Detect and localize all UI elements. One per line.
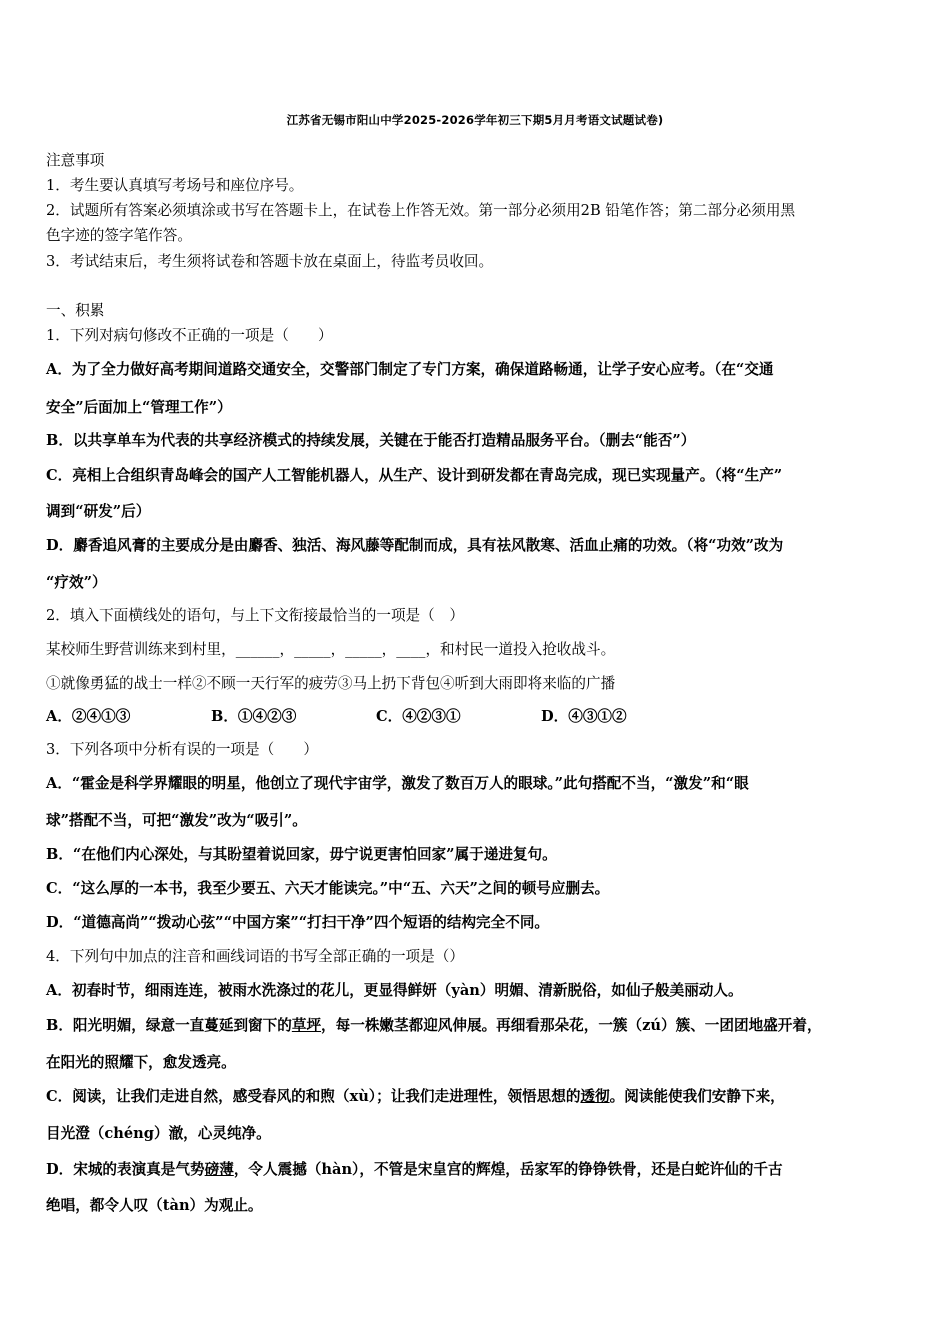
question-1-option-b: B．以共享单车为代表的共享经济模式的持续发展，关键在于能否打造精品服务平台。（删去“能否”） bbox=[46, 432, 696, 449]
question-3-option-a: A．“霍金是科学界耀眼的明星，他创立了现代宇宙学，激发了数百万人的眼球。”此句搭配不当，“激发”和“眼 bbox=[46, 775, 749, 792]
question-2-passage: 某校师生野营训练来到村里，______，_____，_____，____，和村民一道投入抢收战斗。 bbox=[46, 641, 616, 658]
question-4-option-d-cont: 绝唱，都令人叹（tàn）为观止。 bbox=[46, 1197, 263, 1214]
question-4-option-d bbox=[46, 1160, 783, 1180]
underlined-word: 透彻 bbox=[580, 1088, 610, 1105]
question-3-option-c: C．“这么厚的一本书，我至少要五、六天才能读完。”中“五、六天”之间的顿号应删去。 bbox=[46, 880, 610, 897]
text-span: 。阅读能使我们安静下来， bbox=[609, 1088, 785, 1105]
notice-item: 3．考试结束后，考生须将试卷和答题卡放在桌面上，待监考员收回。 bbox=[46, 253, 494, 270]
question-2-option-d: D．④③①② bbox=[541, 708, 627, 725]
question-4-option-c-cont: 目光澄（chéng）澈，心灵纯净。 bbox=[46, 1125, 271, 1142]
section-heading: 一、积累 bbox=[46, 302, 105, 319]
question-4-option-c bbox=[46, 1087, 785, 1107]
notice-item: 1．考生要认真填写考场号和座位序号。 bbox=[46, 177, 304, 194]
question-3-option-b: B．“在他们内心深处，与其盼望着说回家，毋宁说更害怕回家”属于递进复句。 bbox=[46, 846, 557, 863]
question-1-option-d: D．麝香追风膏的主要成分是由麝香、独活、海风藤等配制而成，具有祛风散寒、活血止痛的功效。（将“功效”改为 bbox=[46, 537, 784, 554]
question-2-option-b: B．①④②③ bbox=[211, 708, 297, 725]
text-span: ，每一株嫩茎都迎风伸展。再细看那朵花，一簇（zú）簇、一团团地盛开着， bbox=[321, 1017, 822, 1034]
underlined-word: 草坪 bbox=[291, 1017, 322, 1034]
question-2-choices: ①就像勇猛的战士一样②不顾一天行军的疲劳③马上扔下背包④听到大雨即将来临的广播 bbox=[46, 675, 616, 692]
question-4-option-a: A．初春时节，细雨连连，被雨水洗涤过的花儿，更显得鲜妍（yàn）明媚、清新脱俗，如仙子般美丽动人。 bbox=[46, 982, 743, 999]
text-span: D．宋城的表演真是气势 bbox=[46, 1161, 205, 1178]
question-4-option-b-cont: 在阳光的照耀下，愈发透亮。 bbox=[46, 1054, 236, 1071]
text-span: C．阅读，让我们走进自然，感受春风的和煦（xù）；让我们走进理性，领悟思想的 bbox=[46, 1088, 581, 1105]
question-1-option-a: A．为了全力做好高考期间道路交通安全，交警部门制定了专门方案，确保道路畅通，让学子安心应考。（在“交通 bbox=[46, 361, 774, 378]
question-1-option-c: C．亮相上合组织青岛峰会的国产人工智能机器人，从生产、设计到研发都在青岛完成，现已实现量产。（将“生产” bbox=[46, 467, 783, 484]
question-4-option-b bbox=[46, 1016, 822, 1036]
question-4-stem: 4．下列句中加点的注音和画线词语的书写全部正确的一项是（） bbox=[46, 948, 464, 965]
text-span: ，令人震撼（hàn），不管是宋皇宫的辉煌，岳家军的铮铮铁骨，还是白蛇许仙的千古 bbox=[233, 1161, 783, 1178]
question-1-option-a-cont: 安全”后面加上“管理工作”） bbox=[46, 399, 232, 416]
question-2-option-a: A．②④①③ bbox=[46, 708, 131, 725]
question-2-option-c: C．④②③① bbox=[376, 708, 461, 725]
question-1-stem: 1．下列对病句修改不正确的一项是（ ） bbox=[46, 327, 333, 344]
question-2-stem: 2．填入下面横线处的语句，与上下文衔接最恰当的一项是（ ） bbox=[46, 607, 464, 624]
text-span: B．阳光明媚，绿意一直蔓延到窗下的 bbox=[46, 1017, 292, 1034]
underlined-word: 磅薄 bbox=[204, 1161, 234, 1178]
page-title: 江苏省无锡市阳山中学2025-2026学年初三下期5月月考语文试题试卷) bbox=[286, 113, 664, 127]
question-1-option-c-cont: 调到“研发”后） bbox=[46, 503, 151, 520]
notice-item: 2．试题所有答案必须填涂或书写在答题卡上，在试卷上作答无效。第一部分必须用2B 铅笔作答；第二部分必须用黑 bbox=[46, 202, 796, 219]
notice-item: 色字迹的签字笔作答。 bbox=[46, 227, 192, 244]
question-3-stem: 3．下列各项中分析有误的一项是（ ） bbox=[46, 741, 318, 758]
question-1-option-d-cont: “疗效”） bbox=[46, 574, 107, 591]
question-3-option-a-cont: 球”搭配不当，可把“激发”改为“吸引”。 bbox=[46, 812, 307, 829]
notice-heading: 注意事项 bbox=[46, 152, 105, 169]
question-3-option-d: D．“道德高尚”“拨动心弦”“中国方案”“打扫干净”四个短语的结构完全不同。 bbox=[46, 914, 550, 931]
